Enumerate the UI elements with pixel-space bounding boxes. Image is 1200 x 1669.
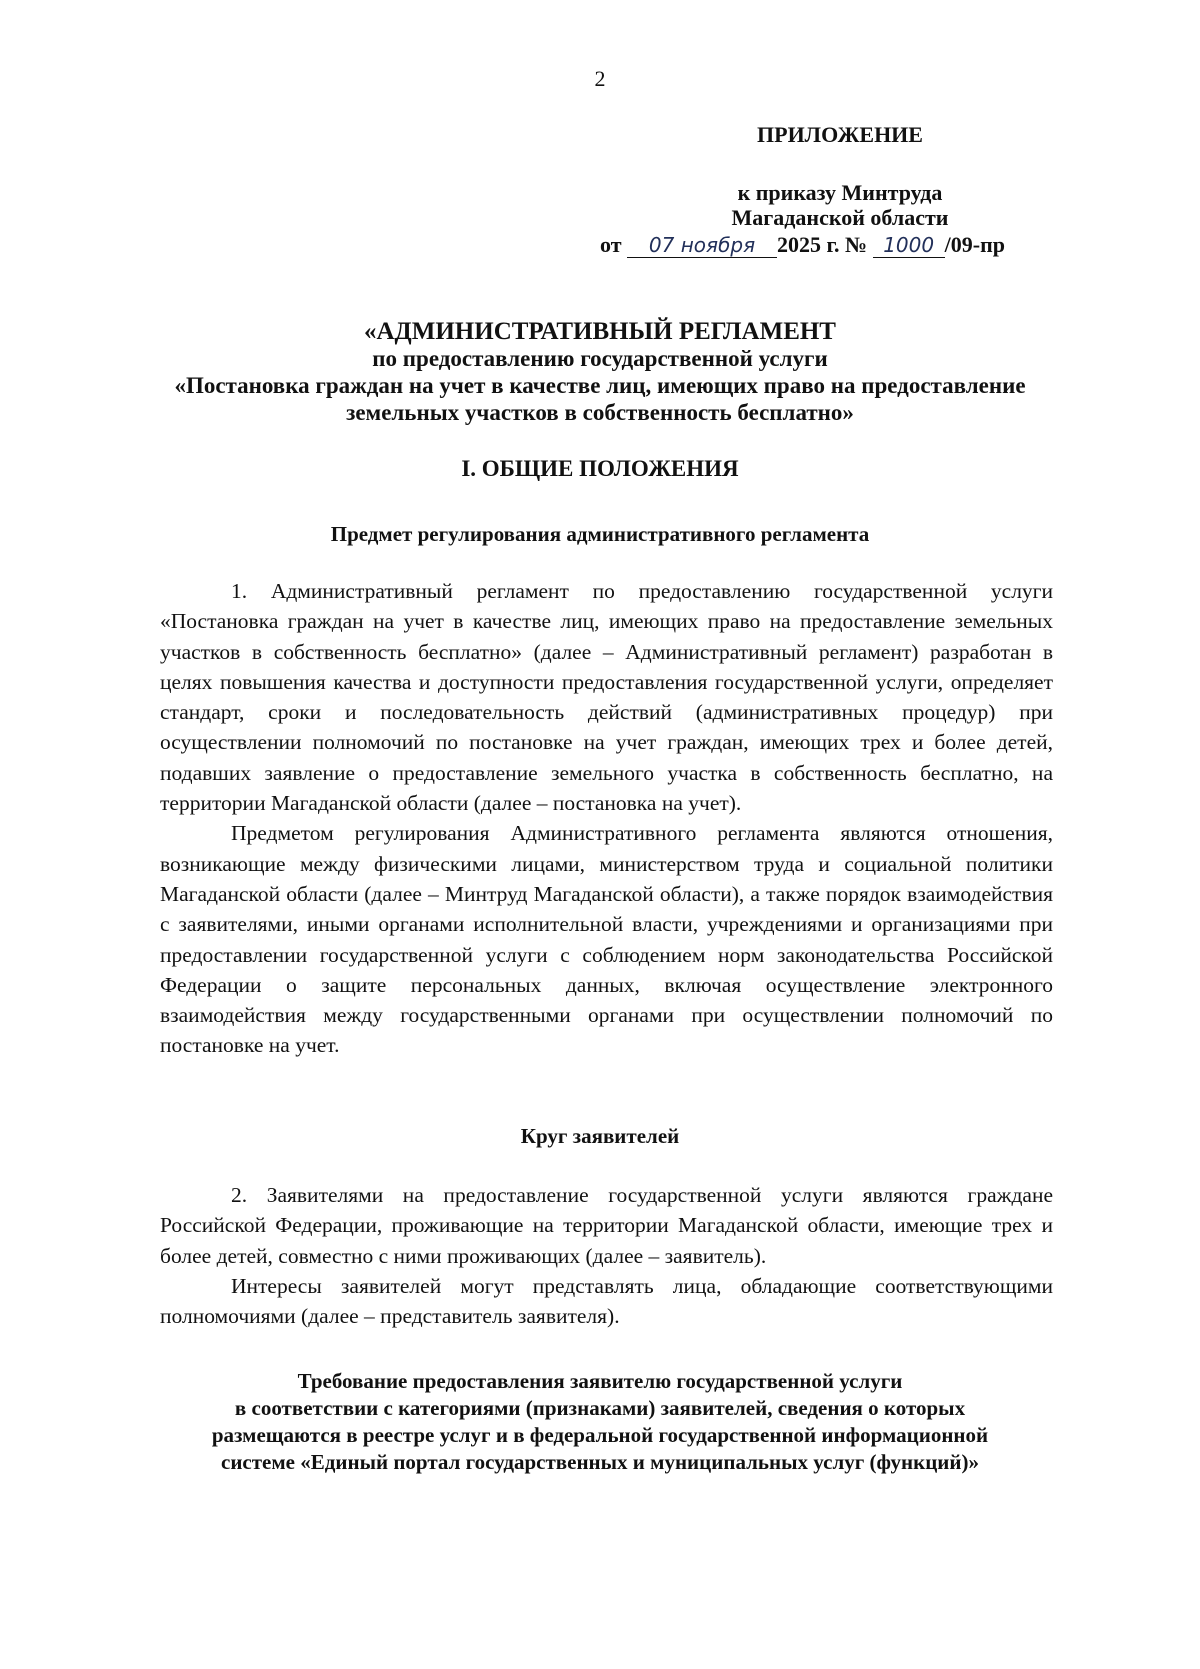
handwritten-order-date: 07 ноября <box>627 233 777 258</box>
section-heading: I. ОБЩИЕ ПОЛОЖЕНИЯ <box>461 456 739 481</box>
paragraph: Интересы заявителей могут представлять лица, обладающие соответствующими полномочиями (далее – представитель заявителя). <box>160 1273 1053 1329</box>
requirement-heading-line: системе «Единый портал государственных и муниципальных услуг (функций)» <box>221 1450 979 1474</box>
paragraph: 1. Административный регламент по предоставлению государственной услуги «Постановка граждан на учет в качестве лиц, имеющих право на предоставление земельных участков в собственность бесплатно» (далее – Административный регламент) разработан в целях повышения качества и доступности предоставления государственной услуги, определяет стандарт, сроки и последовательность действий (административных процедур) при осуществлении полномочий по постановке на учет граждан, имеющих трех и более детей, подавших заявление о предоставление земельного участка в собственность бесплатно, на территории Магаданской области (далее – постановка на учет). <box>160 579 1053 816</box>
paragraph: Предметом регулирования Административного регламента являются отношения, возникающие между физическими лицами, министерством труда и социальной политики Магаданской области (далее – Минтруд Магаданской области), а также порядок взаимодействия с заявителями, иными органами исполнительной власти, учреждениями и организациями при предоставлении государственной услуги с соблюдением норм законодательства Российской Федерации о защите персональных данных, включая осуществление электронного взаимодействия между государственными органами при осуществлении полномочий по постановке на учет. <box>160 821 1053 1058</box>
subject-heading: Предмет регулирования административного регламента <box>330 522 870 546</box>
regulation-title-line1: «АДМИНИСТРАТИВНЫЙ РЕГЛАМЕНТ <box>364 318 836 345</box>
regulation-title-line2: по предоставлению государственной услуги <box>372 346 828 371</box>
requirement-heading-line: Требование предоставления заявителю государственной услуги <box>297 1369 903 1393</box>
appendix-order-ref: к приказу Минтруда <box>737 180 943 205</box>
applicants-heading: Круг заявителей <box>520 1124 680 1148</box>
order-year: 2025 г. № <box>777 232 868 257</box>
subject-paragraphs <box>160 576 1053 1061</box>
requirement-heading-line: размещаются в реестре услуг и в федеральной государственной информационной <box>211 1423 989 1447</box>
appendix-region: Магаданской области <box>731 205 949 230</box>
requirement-heading-line: в соответствии с категориями (признаками) заявителей, сведения о которых <box>234 1396 966 1420</box>
regulation-title-line4: земельных участков в собственность бесплатно» <box>346 400 854 425</box>
order-date-number-line <box>600 232 1060 258</box>
regulation-title-line3: «Постановка граждан на учет в качестве лиц, имеющих право на предоставление <box>174 373 1026 398</box>
requirement-heading <box>0 1368 1200 1476</box>
handwritten-order-number: 1000 <box>873 233 945 258</box>
paragraph: 2. Заявителями на предоставление государственной услуги являются граждане Российской Федерации, проживающие на территории Магаданской области, имеющие трех и более детей, совместно с ними проживающих (далее – заявитель). <box>160 1183 1053 1268</box>
regulation-title <box>100 318 1100 426</box>
page-number: 2 <box>594 66 606 91</box>
order-suffix: /09-пр <box>944 232 1006 257</box>
order-prefix: от <box>600 232 622 257</box>
applicants-paragraphs <box>160 1180 1053 1331</box>
appendix-title: ПРИЛОЖЕНИЕ <box>757 122 923 147</box>
